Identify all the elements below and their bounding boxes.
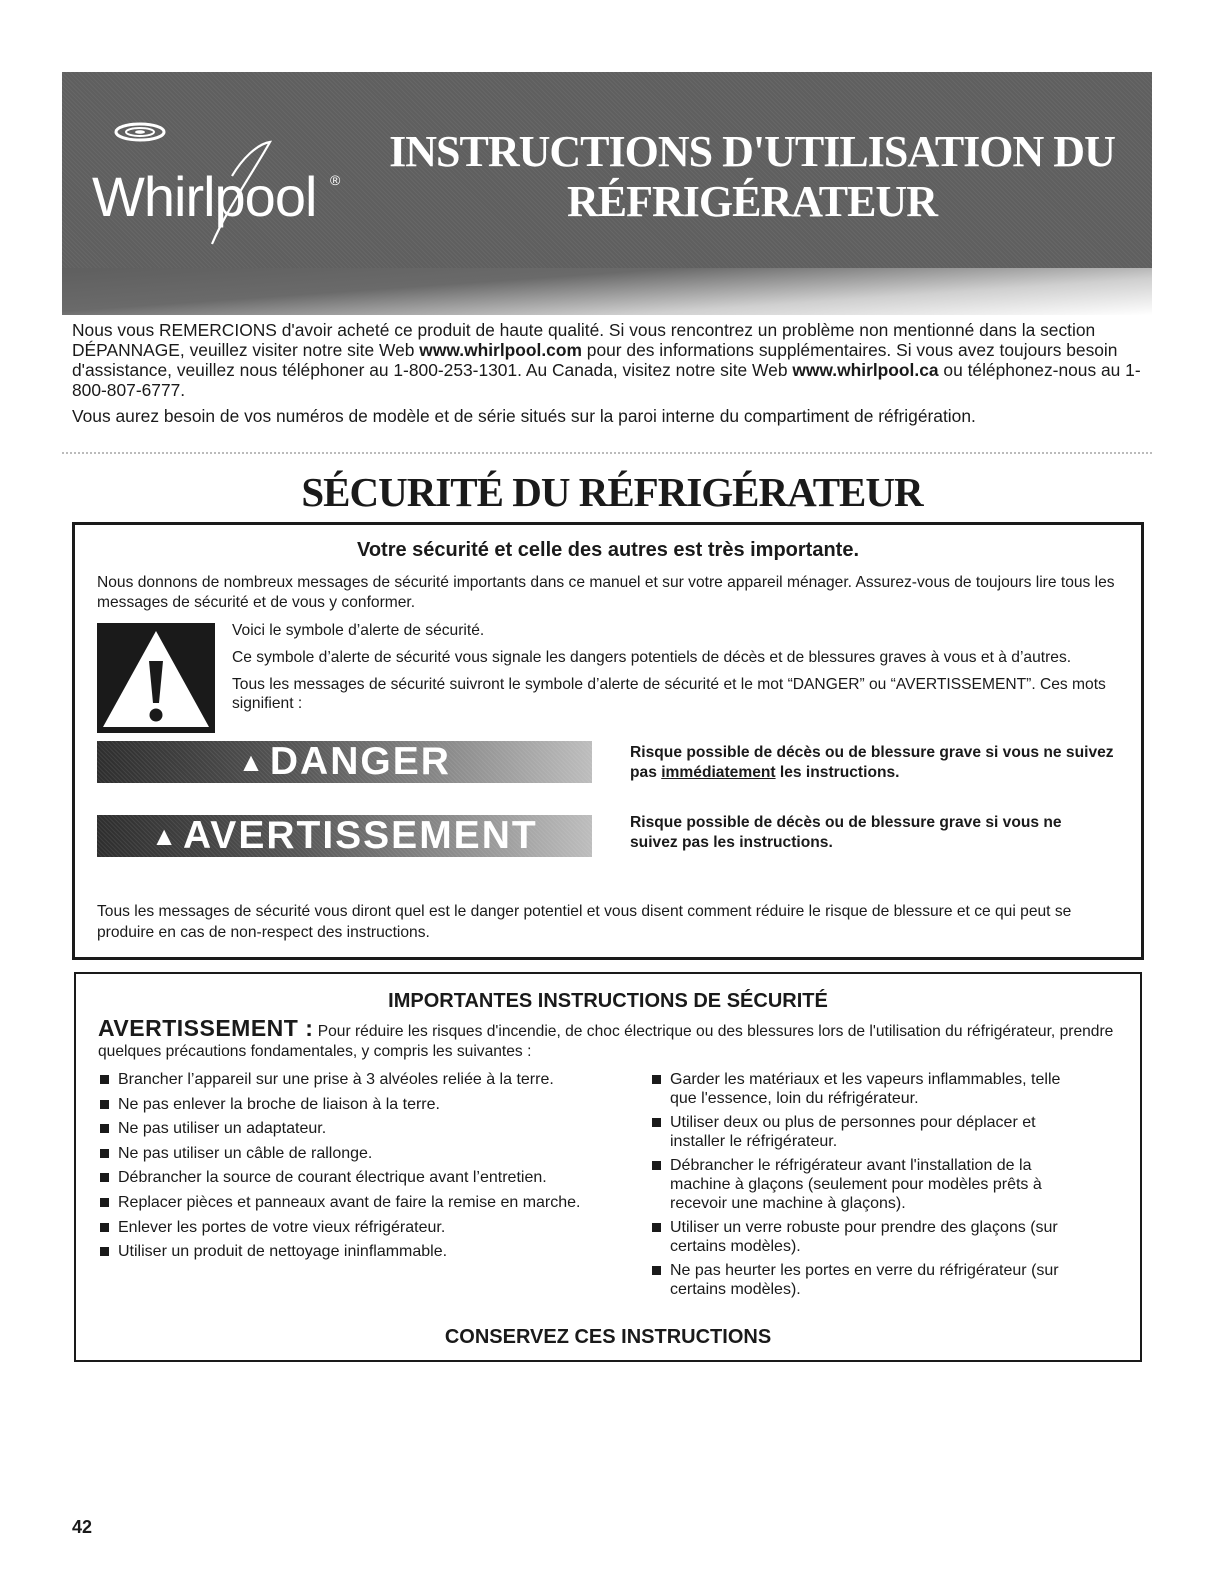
- section-divider: [62, 452, 1152, 457]
- instructions-footer: CONSERVEZ CES INSTRUCTIONS: [444, 1326, 772, 1348]
- bullet-square-icon: [100, 1149, 109, 1158]
- list-item: [650, 1218, 1090, 1256]
- safety-outro: Tous les messages de sécurité vous diront quel est le danger potentiel et vous disent comment réduire le risque de blessure et ce qui peut se produire en cas de non-respect des instructions.: [97, 903, 1072, 941]
- alert-line-2: Ce symbole d’alerte de sécurité vous signale les dangers potentiels de décès et de blessures graves à vous et à d’autres.: [232, 649, 1072, 666]
- bullet-square-icon: [100, 1173, 109, 1182]
- bullet-square-icon: [652, 1161, 661, 1170]
- danger-signal-bar: [97, 741, 592, 783]
- section-title: SÉCURITÉ DU RÉFRIGÉRATEUR: [301, 469, 923, 515]
- alert-triangle-icon: ▲: [238, 746, 266, 777]
- instructions-list-left: [98, 1070, 658, 1267]
- list-item-text: Ne pas heurter les portes en verre du réfrigérateur (sur certains modèles).: [670, 1262, 1059, 1298]
- danger-desc-underline: immédiatement: [661, 764, 776, 781]
- list-item: [650, 1113, 1090, 1151]
- bullet-square-icon: [100, 1124, 109, 1133]
- intro-text-a: Nous vous REMERCIONS d'avoir acheté ce produit de haute qualité. Si vous rencontrez un problème non mentionné dans la section DÉPANNAGE, veuillez visiter notre site Web: [72, 320, 1096, 360]
- list-item: [650, 1070, 1090, 1108]
- safety-intro: Nous donnons de nombreux messages de sécurité importants dans ce manuel et sur votre appareil ménager. Assurez-vous de toujours lire tous les messages de sécurité et de vous y conformer.: [97, 574, 1115, 611]
- danger-desc-b: les instructions.: [775, 764, 900, 781]
- whirlpool-logo: [92, 114, 342, 254]
- bullet-square-icon: [652, 1118, 661, 1127]
- alert-triangle-icon: ▲: [151, 820, 180, 851]
- safety-box: [72, 522, 1144, 960]
- alert-line-3: Tous les messages de sécurité suivront le symbole d’alerte de sécurité et le mot “DANGER” ou “AVERTISSEMENT”. Ces mots signifient :: [232, 676, 1106, 712]
- list-item-text: Utiliser un verre robuste pour prendre des glaçons (sur certains modèles).: [670, 1219, 1058, 1255]
- list-item-text: Enlever les portes de votre vieux réfrigérateur.: [118, 1218, 446, 1236]
- danger-description: [630, 743, 1130, 783]
- page-number: 42: [72, 1517, 93, 1537]
- warning-label: AVERTISSEMENT: [183, 814, 538, 857]
- danger-desc-a: Risque possible de décès ou de blessure grave si vous ne suivez pas: [630, 744, 1114, 781]
- list-item-text: Ne pas utiliser un adaptateur.: [118, 1120, 327, 1138]
- list-item-text: Brancher l’appareil sur une prise à 3 alvéoles reliée à la terre.: [118, 1071, 554, 1088]
- bullet-square-icon: [100, 1075, 109, 1084]
- intro-text-c: ou téléphonez-nous au 1-800-807-6777.: [72, 360, 1141, 400]
- bullet-square-icon: [100, 1100, 109, 1109]
- intro-text-b: pour des informations supplémentaires. Si vous avez toujours besoin d'assistance, veuillez nous téléphoner au 1-800-253-1301. Au Canada, visitez notre site Web: [72, 340, 1118, 380]
- instructions-warning-text: Pour réduire les risques d'incendie, de choc électrique ou des blessures lors de l'utilisation du réfrigérateur, prendre quelques précautions fondamentales, y compris les suivantes :: [98, 1023, 1114, 1060]
- list-item: [98, 1070, 658, 1089]
- list-item-text: Garder les matériaux et les vapeurs inflammables, telle que l'essence, loin du réfrigérateur.: [670, 1071, 1061, 1107]
- list-item: [98, 1168, 658, 1187]
- bullet-square-icon: [652, 1266, 661, 1275]
- bullet-square-icon: [100, 1247, 109, 1256]
- instructions-warning-label: AVERTISSEMENT :: [98, 1015, 314, 1041]
- list-item-text: Utiliser deux ou plus de personnes pour déplacer et installer le réfrigérateur.: [670, 1114, 1036, 1150]
- list-item: [650, 1156, 1090, 1213]
- instructions-box: [74, 972, 1142, 1362]
- document-title-line1: INSTRUCTIONS D'UTILISATION DU: [389, 127, 1115, 176]
- list-item: [98, 1095, 658, 1114]
- list-item: [98, 1242, 658, 1261]
- bullet-square-icon: [652, 1075, 661, 1084]
- list-item: [98, 1193, 658, 1212]
- safety-alert-icon: [97, 623, 215, 733]
- website-link-us[interactable]: www.whirlpool.com: [419, 340, 582, 360]
- alert-explanation: [232, 621, 1112, 721]
- list-item: [98, 1119, 658, 1138]
- instructions-list-right: [650, 1070, 1090, 1304]
- intro-text: [72, 320, 1152, 432]
- logo-wordmark: Whirlpool: [92, 165, 317, 228]
- intro-paragraph-1: [72, 320, 1152, 400]
- list-item: [650, 1261, 1090, 1299]
- bullet-square-icon: [100, 1198, 109, 1207]
- safety-heading: Votre sécurité et celle des autres est très importante.: [356, 539, 860, 561]
- list-item: [98, 1218, 658, 1237]
- header-banner: [62, 72, 1152, 315]
- registered-mark: ®: [330, 172, 341, 188]
- document-title: [362, 127, 1142, 227]
- alert-line-1: Voici le symbole d’alerte de sécurité.: [232, 622, 485, 639]
- warning-triangle-icon: [97, 623, 215, 733]
- bullet-square-icon: [652, 1223, 661, 1232]
- list-item: [98, 1144, 658, 1163]
- list-item-text: Débrancher le réfrigérateur avant l'installation de la machine à glaçons (seulement pour modèles prêts à recevoir une machine à glaçons).: [670, 1157, 1042, 1212]
- list-item-text: Utiliser un produit de nettoyage ininflammable.: [118, 1243, 448, 1261]
- banner-fade: [62, 268, 1152, 315]
- list-item-text: Débrancher la source de courant électrique avant l’entretien.: [118, 1169, 547, 1187]
- website-link-ca[interactable]: www.whirlpool.ca: [792, 360, 939, 380]
- warning-signal-bar: [97, 815, 592, 857]
- list-item-text: Ne pas utiliser un câble de rallonge.: [118, 1144, 373, 1162]
- intro-paragraph-2: Vous aurez besoin de vos numéros de modèle et de série situés sur la paroi interne du compartiment de réfrigération.: [72, 406, 976, 426]
- document-title-line2: RÉFRIGÉRATEUR: [566, 177, 937, 226]
- instructions-heading: IMPORTANTES INSTRUCTIONS DE SÉCURITÉ: [388, 990, 828, 1012]
- list-item-text: Replacer pièces et panneaux avant de faire la remise en marche.: [118, 1193, 581, 1211]
- warning-description: Risque possible de décès ou de blessure grave si vous ne suivez pas les instructions.: [630, 814, 1062, 851]
- list-item-text: Ne pas enlever la broche de liaison à la terre.: [118, 1095, 440, 1113]
- danger-label: DANGER: [269, 740, 451, 783]
- bullet-square-icon: [100, 1223, 109, 1232]
- instructions-warning: [98, 1015, 1128, 1062]
